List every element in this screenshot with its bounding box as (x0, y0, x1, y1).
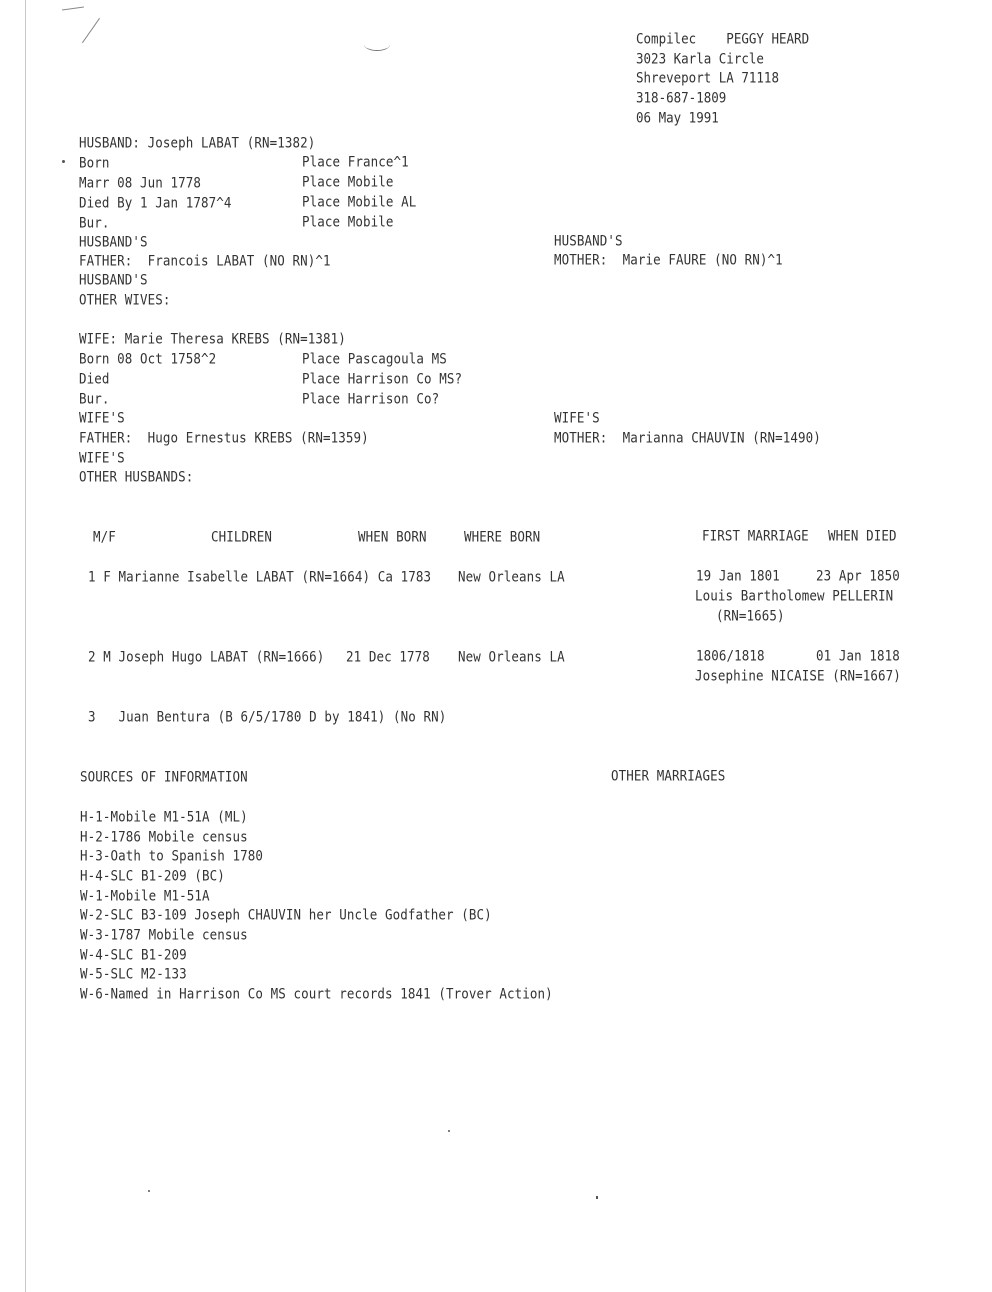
bullet-mark (62, 160, 65, 163)
husband-other-wives: OTHER WIVES: (79, 291, 171, 309)
source-item: W-2-SLC B3-109 Joseph CHAUVIN her Uncle Godfather (BC) (80, 906, 492, 924)
source-item: W-6-Named in Harrison Co MS court records 1841 (Trover Action) (80, 985, 553, 1003)
col-header-where-born: WHERE BORN (464, 528, 541, 546)
husband-marriage: Marr 08 Jun 1778 (79, 174, 202, 192)
husband-burial-place: Place Mobile (302, 213, 394, 231)
scan-dot (448, 1130, 450, 1132)
scan-edge-line (25, 0, 26, 1292)
col-header-children: CHILDREN (211, 528, 273, 546)
col-header-mf: M/F (93, 528, 116, 546)
wife-burial-place: Place Harrison Co? (302, 390, 440, 408)
wife-other-husbands: OTHER HUSBANDS: (79, 468, 194, 486)
source-item: W-1-Mobile M1-51A (80, 887, 210, 905)
husband-heading: HUSBAND: Joseph LABAT (RN=1382) (79, 134, 316, 152)
child-2-where-born: New Orleans LA (458, 648, 565, 666)
wife-father-label: WIFE'S (79, 409, 125, 427)
col-header-first-marriage: FIRST MARRIAGE (702, 527, 809, 545)
husband-other-label: HUSBAND'S (79, 271, 148, 289)
child-1-spouse: Louis Bartholomew PELLERIN (695, 587, 894, 605)
child-row-3: 3 Juan Bentura (B 6/5/1780 D by 1841) (No RN) (88, 708, 447, 726)
source-item: W-5-SLC M2-133 (80, 965, 187, 983)
col-header-when-born: WHEN BORN (358, 528, 427, 546)
husband-mother: MOTHER: Marie FAURE (NO RN)^1 (554, 251, 783, 269)
source-item: W-3-1787 Mobile census (80, 926, 248, 944)
compiler-date: 06 May 1991 (636, 109, 719, 126)
child-2-marriage-date: 1806/1818 (696, 647, 765, 665)
child-2-died: 01 Jan 1818 (816, 647, 900, 665)
husband-died: Died By 1 Jan 1787^4 (79, 194, 232, 212)
wife-father: FATHER: Hugo Ernestus KREBS (RN=1359) (79, 429, 369, 447)
wife-burial: Bur. (79, 390, 110, 408)
child-1-spouse-rn: (RN=1665) (716, 607, 785, 625)
husband-burial: Bur. (79, 214, 110, 232)
wife-died-place: Place Harrison Co MS? (302, 370, 463, 388)
wife-heading: WIFE: Marie Theresa KREBS (RN=1381) (79, 330, 346, 348)
child-2-when-born: 21 Dec 1778 (346, 648, 430, 666)
wife-mother: MOTHER: Marianna CHAUVIN (RN=1490) (554, 429, 821, 447)
source-item: H-1-Mobile M1-51A (ML) (80, 808, 248, 826)
scan-dot (148, 1190, 150, 1192)
child-1-marriage-date: 19 Jan 1801 (696, 567, 780, 585)
compiler-city: Shreveport LA 71118 (636, 69, 779, 87)
scan-mark (82, 18, 100, 43)
scan-mark (364, 38, 390, 51)
child-1-where-born: New Orleans LA (458, 568, 565, 586)
source-item: H-4-SLC B1-209 (BC) (80, 867, 225, 885)
husband-father: FATHER: Francois LABAT (NO RN)^1 (79, 252, 331, 270)
husband-born: Born (79, 154, 110, 172)
husband-born-place: Place France^1 (302, 153, 409, 171)
wife-died: Died (79, 370, 110, 388)
husband-mother-label: HUSBAND'S (554, 232, 623, 250)
wife-born-place: Place Pascagoula MS (302, 350, 447, 368)
scan-dot (596, 1196, 598, 1199)
source-item: H-3-Oath to Spanish 1780 (80, 847, 264, 865)
compiler-name: Compilec PEGGY HEARD (636, 30, 810, 48)
child-2-spouse: Josephine NICAISE (RN=1667) (695, 667, 901, 685)
other-marriages-heading: OTHER MARRIAGES (611, 767, 726, 785)
child-row-1: 1 F Marianne Isabelle LABAT (RN=1664) Ca 1783 (88, 568, 432, 586)
col-header-when-died: WHEN DIED (828, 527, 897, 545)
husband-father-label: HUSBAND'S (79, 233, 148, 251)
husband-marriage-place: Place Mobile (302, 173, 394, 191)
compiler-info (636, 28, 809, 127)
child-1-died: 23 Apr 1850 (816, 567, 900, 585)
wife-other-label: WIFE'S (79, 449, 125, 467)
child-row-2: 2 M Joseph Hugo LABAT (RN=1666) (88, 648, 325, 666)
wife-mother-label: WIFE'S (554, 409, 600, 427)
source-item: H-2-1786 Mobile census (80, 828, 248, 846)
compiler-street: 3023 Karla Circle (636, 49, 764, 67)
husband-died-place: Place Mobile AL (302, 193, 417, 211)
scan-mark (62, 6, 84, 10)
source-item: W-4-SLC B1-209 (80, 946, 187, 964)
sources-heading: SOURCES OF INFORMATION (80, 768, 248, 786)
wife-born: Born 08 Oct 1758^2 (79, 350, 217, 368)
compiler-phone: 318-687-1809 (636, 89, 727, 107)
